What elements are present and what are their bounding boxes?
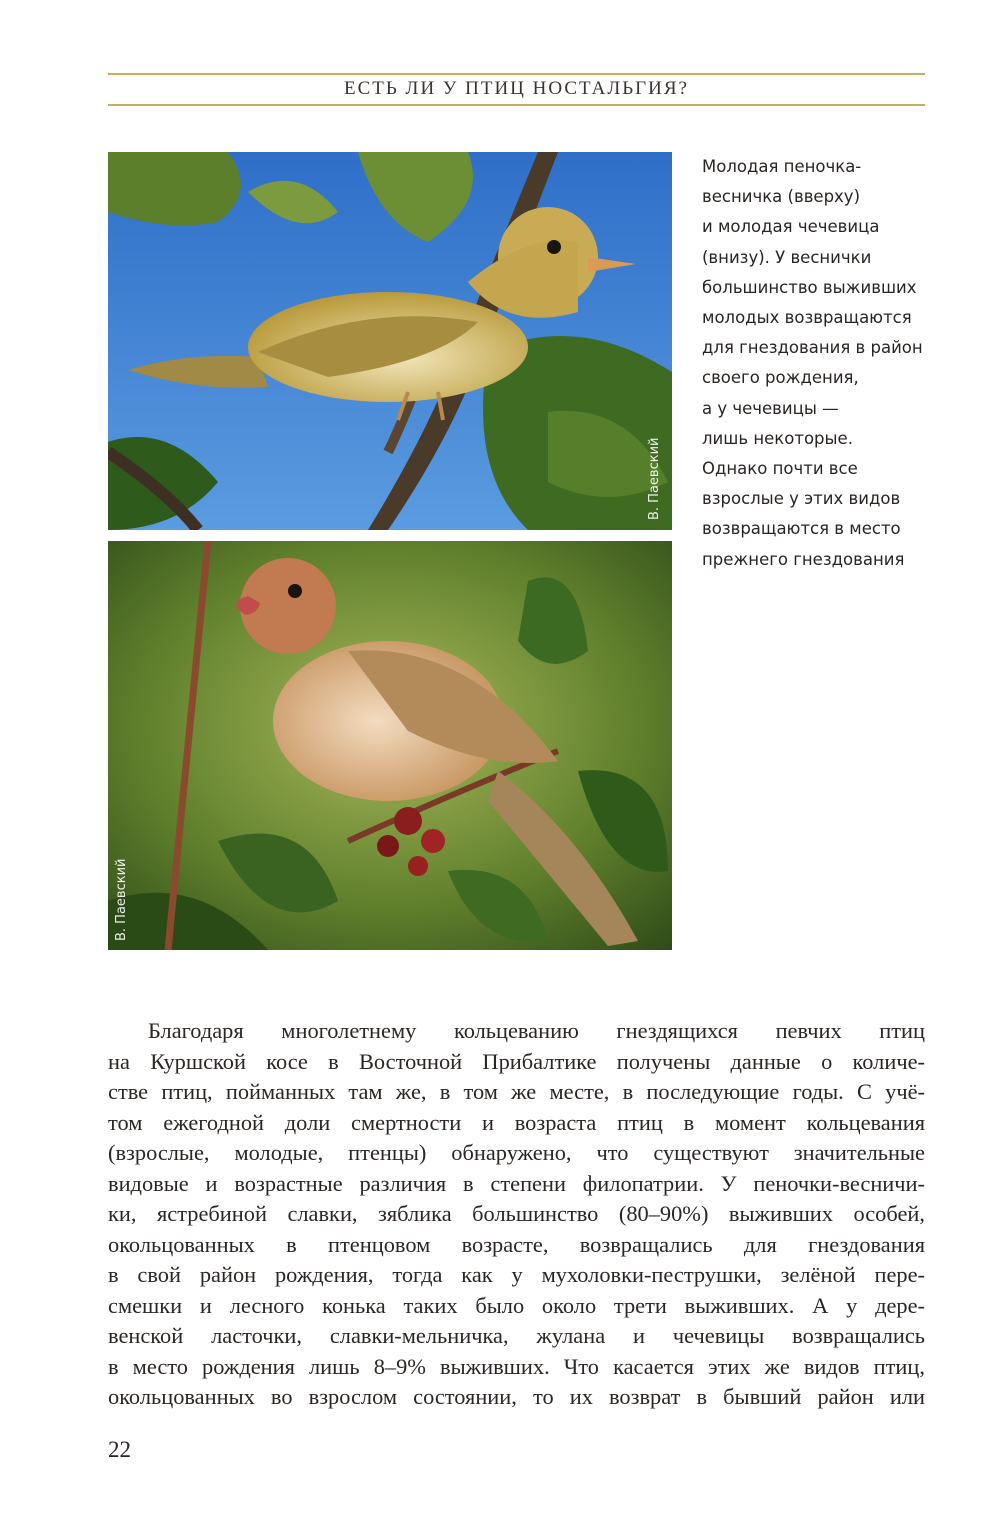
caption-line: а у чечевицы — — [702, 398, 839, 418]
caption-line: для гнездования в район — [702, 338, 923, 358]
caption-line: большинство выживших — [702, 277, 917, 297]
body-paragraph — [108, 1016, 925, 1413]
caption-line: Однако почти все — [702, 459, 858, 479]
body-line: на Куршской косе в Восточной Прибалтике получены данные о количе- — [108, 1048, 925, 1074]
body-line: смешки и лесного конька таких было около трети выживших. А у дере- — [108, 1292, 925, 1318]
caption-line: взрослые у этих видов — [702, 489, 901, 509]
caption-line: прежнего гнездования — [702, 549, 905, 569]
caption-line: и молодая чечевица — [702, 217, 880, 237]
header-rule-top — [108, 73, 925, 75]
body-line: в место рождения лишь 8–9% выживших. Что касается этих же видов птиц, — [108, 1353, 925, 1379]
rosefinch-illustration — [108, 541, 672, 950]
caption-line: Молодая пеночка- — [702, 157, 862, 176]
body-line: венской ласточки, славки-мельничка, жулана и чечевицы возвращались — [108, 1323, 925, 1348]
running-title: ЕСТЬ ЛИ У ПТИЦ НОСТАЛЬГИЯ? — [344, 78, 689, 99]
body-line: в свой район рождения, тогда как у мухоловки-пеструшки, зелёной пере- — [108, 1262, 925, 1287]
caption-line: лишь некоторые. — [702, 428, 853, 448]
body-line: Благодаря многолетнему кольцеванию гнездящихся певчих птиц — [148, 1018, 925, 1043]
photo-rosefinch — [108, 541, 672, 950]
photo-credit-top: В. Паевский — [647, 437, 662, 520]
caption-line: своего рождения, — [702, 368, 859, 388]
header-rule-bottom — [108, 104, 925, 106]
body-line: (взрослые, молодые, птенцы) обнаружено, что существуют значительные — [108, 1140, 925, 1165]
body-line: окольцованных во взрослом состоянии, то их возврат в бывший район или — [108, 1384, 925, 1409]
willow-warbler-illustration — [108, 152, 672, 530]
caption-line: возвращаются в место — [702, 519, 901, 539]
body-line: том ежегодной доли смертности и возраста птиц в момент кольцевания — [108, 1109, 925, 1135]
caption-line: весничка (вверху) — [702, 187, 861, 207]
photo-caption — [702, 152, 942, 575]
body-line: ки, ястребиной славки, зяблика большинство (80–90%) выживших особей, — [108, 1201, 925, 1226]
page-number: 22 — [108, 1437, 131, 1462]
caption-line: молодых возвращаются — [702, 308, 912, 328]
body-line: окольцованных в птенцовом возрасте, возвращались для гнездования — [108, 1231, 925, 1257]
body-line: стве птиц, пойманных там же, в том же месте, в последующие годы. С учё- — [108, 1079, 925, 1104]
photo-credit-bottom: В. Паевский — [114, 858, 129, 941]
caption-line: (внизу). У веснички — [702, 247, 872, 267]
body-line: видовые и возрастные различия в степени филопатрии. У пеночки-весничи- — [108, 1170, 925, 1196]
photo-willow-warbler — [108, 152, 672, 530]
